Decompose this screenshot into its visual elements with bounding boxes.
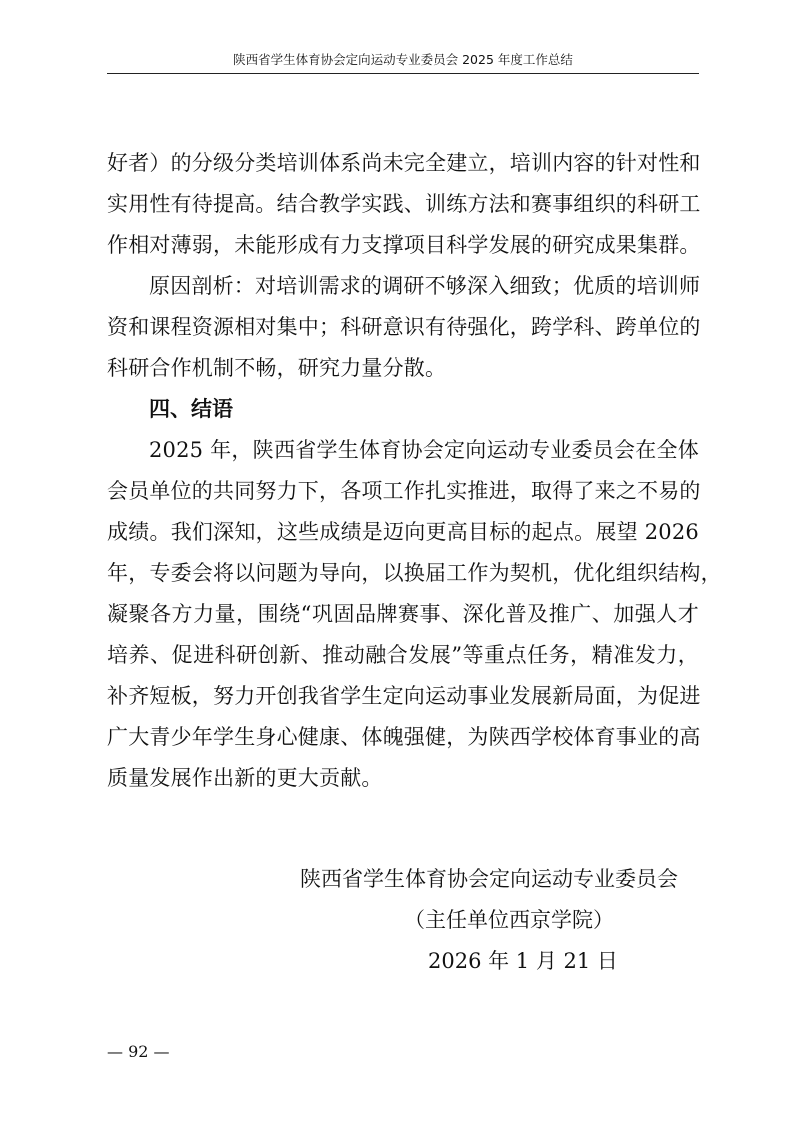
body-line: 原因剖析：对培训需求的调研不够深入细致；优质的培训师 [149, 274, 701, 298]
conclusion-line: 质量发展作出新的更大贡献。 [107, 766, 383, 790]
body-line: 实用性有待提高。结合教学实践、训练方法和赛事组织的科研工 [107, 192, 701, 216]
conclusion-line: 广大青少年学生身心健康、体魄强健，为陕西学校体育事业的高 [107, 725, 701, 749]
signature-organization: 陕西省学生体育协会定向运动专业委员会 [300, 867, 678, 891]
conclusion-line: 年，专委会将以问题为导向，以换届工作为契机，优化组织结构， [107, 561, 722, 585]
signature-date: 2026 年 1 月 21 日 [428, 949, 618, 973]
running-header: 陕西省学生体育协会定向运动专业委员会 2025 年度工作总结 [233, 52, 573, 67]
body-line: 好者）的分级分类培训体系尚未完全建立，培训内容的针对性和 [107, 151, 701, 175]
conclusion-line: 补齐短板，努力开创我省学生定向运动事业发展新局面，为促进 [107, 684, 701, 708]
signature-host-unit: （主任单位西京学院） [404, 908, 614, 932]
section-heading: 四、结语 [149, 397, 233, 421]
conclusion-line: 培养、促进科研创新、推动融合发展”等重点任务，精准发力， [107, 643, 699, 667]
body-line: 科研合作机制不畅，研究力量分散。 [107, 356, 447, 380]
conclusion-line: 会员单位的共同努力下，各项工作扎实推进，取得了来之不易的 [107, 479, 701, 503]
conclusion-line: 成绩。我们深知，这些成绩是迈向更高目标的起点。展望 2026 [107, 520, 699, 544]
body-line: 作相对薄弱，未能形成有力支撑项目科学发展的研究成果集群。 [107, 233, 701, 257]
page-number: — 92 — [107, 1042, 170, 1061]
body-line: 资和课程资源相对集中；科研意识有待强化，跨学科、跨单位的 [107, 315, 701, 339]
header-rule [107, 73, 699, 74]
conclusion-line: 2025 年，陕西省学生体育协会定向运动专业委员会在全体 [149, 438, 699, 462]
conclusion-line: 凝聚各方力量，围绕“巩固品牌赛事、深化普及推广、加强人才 [107, 602, 699, 626]
